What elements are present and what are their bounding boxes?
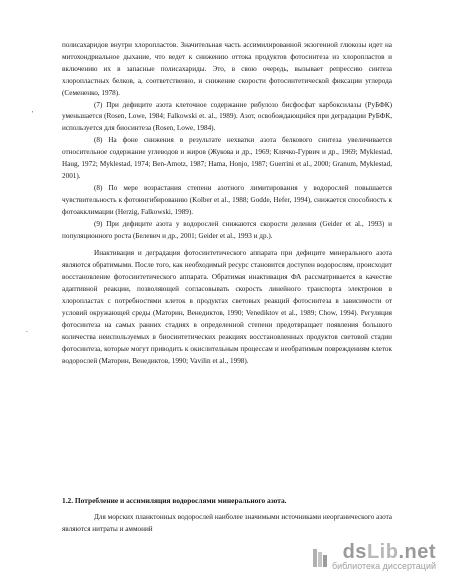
paragraph: Для морских планктонных водорослей наиболее значимыми источниками неорганического азота являются нитраты и аммоний xyxy=(62,513,392,533)
section-body xyxy=(62,512,392,536)
margin-mark: ' xyxy=(32,110,34,118)
paragraph: (8) По мере возрастания степени азотного лимитирования у водорослей повышается чувствительность к фотоингибированию (Kolber et al., 1988; Godde, Hefer, 1994), снижается способность к фотоакклимации (Herzig, Falkowski, 1989). xyxy=(62,183,392,216)
body-text xyxy=(62,40,392,367)
section-heading: 1.2. Потребление и ассимиляция водорослями минерального азота. xyxy=(62,496,287,505)
watermark-title xyxy=(343,543,436,561)
margin-mark: . xyxy=(26,326,28,334)
watermark xyxy=(312,543,436,572)
paragraph: полисахаридов внутри хлоропластов. Значительная часть ассимилированной экзогенной глюкозы идет на митохондриальное дыхание, что ведет к снижению оттока продуктов фотосинтеза из хлоропластов и включению их в запасные полисахариды. Это, в свою очередь, вызывает репрессию синтеза хлоропластных белков, а, соответственно, и снижение скорости фотосинтетической фиксации углерода (Семененко, 1978). xyxy=(62,41,392,97)
paragraph: (9) При дефиците азота у водорослей снижаются скорости деления (Geider et al., 1993) и популяционного роста (Белевич и др., 2001; Geider et al., 1993 и др.). xyxy=(62,219,392,240)
watermark-ds: ds xyxy=(342,541,367,563)
paragraph: (7) При дефиците азота клеточное содержание рибулозо бисфосфат карбоксилазы (РуБФК) уменьшается (Rosen, Lowe, 1984; Falkowski et. al., 1989). Азот, освобождающийся при деградации РуБФК, используется для биосинтеза (Rosen, Lowe, 1984). xyxy=(62,100,392,133)
watermark-lib: Lib xyxy=(366,541,399,563)
paragraph: (8) На фоне снижения в результате нехватки азота белкового синтеза увеличивается относительное содержание углеводов и жиров (Жукова и др., 1969; Клячко-Гурвич и др., 1969; Myklestad, Haug, 1972; Myklestad, 1974; Ben-Amotz, 1987; Hama, Honjo, 1987; Guerrini et al., 2000; Granum, Myklestad, 2001). xyxy=(62,136,392,180)
paragraph: Инактивация и деградация фотосинтетического аппарата при дефиците минерального азота являются обратимыми. После того, как необходимый ресурс становится доступен водорослям, происходит восстановление фотосинтетического аппарата. Обратимая инактивация ФА рассматривается в качестве адаптивной реакции, позволяющей согласовывать скорость линейного транспорта электронов в хлоропластах с потребностями клеток в продуктах световых реакций фотосинтеза в зависимости от условий окружающей среды (Маторин, Венедиктов, 1990; Venediktov et al., 1989; Chow, 1994). Регуляция фотосинтеза на самых ранних стадиях в определенной степени предотвращает появления большого количества неиспользуемых в биосинтетических реакциях восстановленных продуктов световой стадии фотосинтеза, которые могут приводить к окислительным процессам и необратимым повреждениям клеток водорослей (Маторин, Венедиктов, 1990; Vavilin et al., 1998). xyxy=(62,249,392,365)
book-stack-icon xyxy=(312,547,328,569)
watermark-subtitle: библиотека диссертаций xyxy=(331,561,436,571)
watermark-net: .net xyxy=(398,541,436,563)
watermark-logo xyxy=(332,543,436,572)
